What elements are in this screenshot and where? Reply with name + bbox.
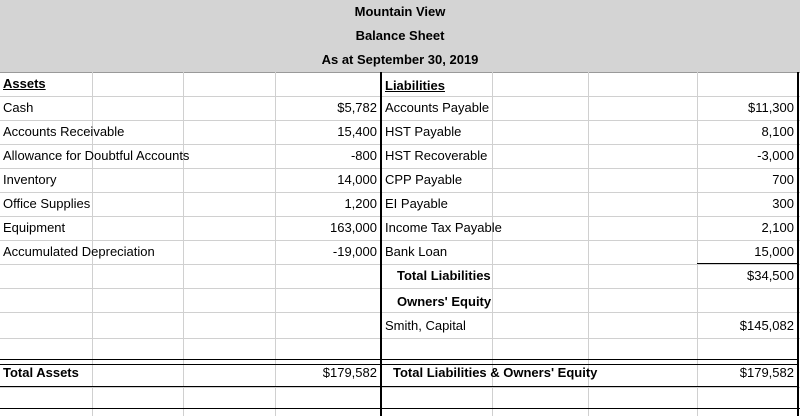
right-border [797,72,799,416]
liability-label: HST Recoverable [385,148,488,163]
total-liabilities-amount: $34,500 [747,268,794,283]
total-assets-amount: $179,582 [322,365,377,380]
asset-label: Office Supplies [3,196,91,211]
liability-label: Accounts Payable [385,100,490,115]
assets-heading: Assets [3,76,46,91]
liability-label: HST Payable [385,124,462,139]
gridline [0,288,800,289]
liability-amount: -3,000 [757,148,794,163]
liabilities-heading: Liabilities [385,78,445,93]
asset-label: Cash [3,100,34,115]
company-name: Mountain View [354,4,446,19]
asset-label: Equipment [3,220,66,235]
asset-amount: 15,400 [337,124,377,139]
bottom-rule [0,408,800,409]
liability-amount: 300 [772,196,794,211]
asset-label: Accounts Receivable [3,124,125,139]
grand-total-amount: $179,582 [739,365,794,380]
liab-bottom-rule [382,386,797,387]
liability-amount: 8,100 [761,124,794,139]
equity-label: Smith, Capital [385,318,466,333]
asset-label: Accumulated Depreciation [3,244,155,259]
asset-amount: -800 [350,148,377,163]
equity-heading: Owners' Equity [397,294,492,309]
gridline [0,387,800,388]
liability-label: EI Payable [385,196,448,211]
gridline [0,338,800,339]
liability-amount: $11,300 [747,100,794,115]
asset-amount: 14,000 [337,172,377,187]
liability-amount: 2,100 [761,220,794,235]
asset-label: Allowance for Doubtful Accounts [3,148,190,163]
grand-total-label: Total Liabilities & Owners' Equity [393,365,598,380]
liability-amount: 15,000 [754,244,794,259]
asset-amount: 1,200 [344,196,377,211]
asset-amount: $5,782 [337,100,377,115]
asset-label: Inventory [3,172,57,187]
asset-amount: -19,000 [332,244,377,259]
total-liabilities-label: Total Liabilities [397,268,491,283]
total-assets-label: Total Assets [3,365,79,380]
assets-bottom-rule [0,386,380,387]
asset-amount: 163,000 [330,220,377,235]
liability-label: Bank Loan [385,244,448,259]
equity-amount: $145,082 [739,318,794,333]
liability-label: CPP Payable [385,172,463,187]
statement-title: Balance Sheet [355,28,445,43]
statement-date: As at September 30, 2019 [321,52,479,67]
sheet-header [0,0,800,73]
liability-amount: 700 [772,172,794,187]
liability-label: Income Tax Payable [385,220,502,235]
